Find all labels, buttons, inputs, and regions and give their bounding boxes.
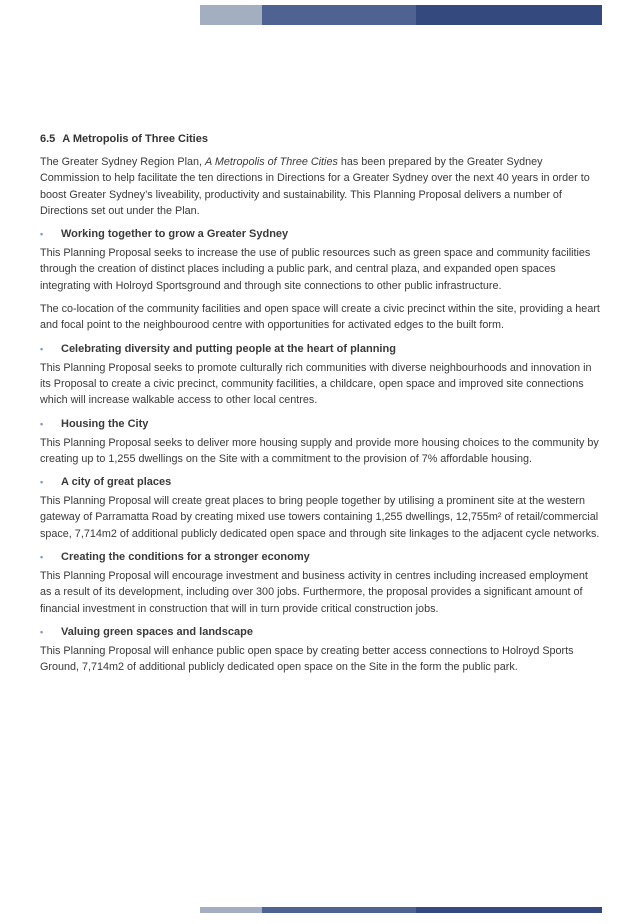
footer-color-bar: [200, 907, 602, 913]
bullet-icon: •: [40, 418, 44, 429]
footer-bar-segment-mid: [262, 907, 416, 913]
intro-text-start: The Greater Sydney Region Plan,: [40, 156, 206, 168]
bullet-icon: •: [40, 229, 44, 240]
header-bar-segment-light: [200, 5, 262, 25]
bullet-heading-text: A city of great places: [61, 476, 172, 489]
bullet-heading: [40, 549, 602, 565]
bullet-heading-text: Working together to grow a Greater Sydney: [61, 228, 289, 241]
bullet-paragraph: This Planning Proposal seeks to deliver more housing supply and provide more housing choices to the community by creating up to 1,255 dwellings on the Site with a commitment to the provision of 7% affordable housing.: [40, 436, 599, 465]
bullet-item: [40, 474, 602, 542]
bullet-heading-text: Celebrating diversity and putting people at the heart of planning: [61, 342, 396, 355]
bullet-icon: •: [40, 477, 44, 488]
bullet-paragraph: This Planning Proposal will enhance public open space by creating better access connections to Holroyd Sports Ground, 7,714m2 of additional publicly dedicated open space on the Site in the form the public park.: [40, 644, 574, 674]
section-title: A Metropolis of Three Cities: [62, 133, 208, 145]
bullet-item: [40, 549, 602, 617]
bullet-icon: •: [40, 626, 44, 637]
intro-text-end: has been prepared by the Greater Sydney Commission to help facilitate the ten directions in Directions for a Greater Sydney over the next 40 years in order to boost Greater Sydney’s liveability, productivity and sustainability. This Planning Proposal delivers a number of Directions set out under the Plan.: [40, 156, 590, 217]
bullet-heading: [40, 341, 602, 357]
intro-plan-title: A Metropolis of Three Cities: [205, 156, 338, 168]
bullet-heading-text: Creating the conditions for a stronger economy: [61, 551, 310, 564]
bullet-paragraph: This Planning Proposal will create great places to bring people together by utilising a prominent site at the western gateway of Parramatta Road by creating mixed use towers containing 1,255 dwellings, 12,755m² of retail/commercial space, 7,714m2 of additional publicly dedicated open space and through site linkages to the adjacent cycle networks.: [40, 495, 600, 540]
bullet-heading-text: Housing the City: [61, 417, 149, 430]
section-number: 6.5: [40, 133, 56, 145]
header-bar-segment-dark: [416, 5, 602, 25]
section-content: [40, 133, 602, 683]
bullet-icon: •: [40, 552, 44, 563]
bullet-heading: [40, 226, 602, 242]
bullet-paragraph: This Planning Proposal seeks to increase the use of public resources such as green space and community facilities through the creation of distinct places including a public park, and central plaza, and expanded open spaces integrating with Holroyd Sportsground and through site connections to other public infrastructure.: [40, 247, 591, 292]
bullet-item: [40, 226, 602, 333]
bullet-heading: [40, 624, 602, 640]
bullet-paragraph: This Planning Proposal seeks to promote culturally rich communities with diverse neighbourhoods and innovation in its Proposal to create a civic precinct, community facilities, a childcare, open space and improved site connections which will increase walkable access to other local centres.: [40, 361, 592, 407]
header-color-bar: [200, 5, 602, 25]
header-bar-segment-mid: [262, 5, 416, 25]
bullet-heading-text: Valuing green spaces and landscape: [61, 625, 253, 638]
bullet-paragraph: The co-location of the community facilities and open space will create a civic precinct within the site, providing a heart and focal point to the neighbourood centre with opportunities for activated edges to the built form.: [40, 303, 600, 332]
footer-bar-segment-light: [200, 907, 262, 913]
bullet-item: [40, 341, 602, 409]
bullet-item: [40, 624, 602, 676]
bullet-paragraph: This Planning Proposal will encourage investment and business activity in centres including increased employment as a result of its development, including over 300 jobs. Furthermore, the proposal provides a significant amount of financial investment in construction that will in turn provide critical construction jobs.: [40, 570, 588, 615]
section-heading: [40, 133, 602, 145]
bullet-item: [40, 416, 602, 468]
bullet-icon: •: [40, 343, 44, 354]
footer-bar-segment-dark: [416, 907, 602, 913]
intro-paragraph: [40, 154, 602, 219]
bullet-heading: [40, 416, 602, 432]
bullet-heading: [40, 474, 602, 490]
